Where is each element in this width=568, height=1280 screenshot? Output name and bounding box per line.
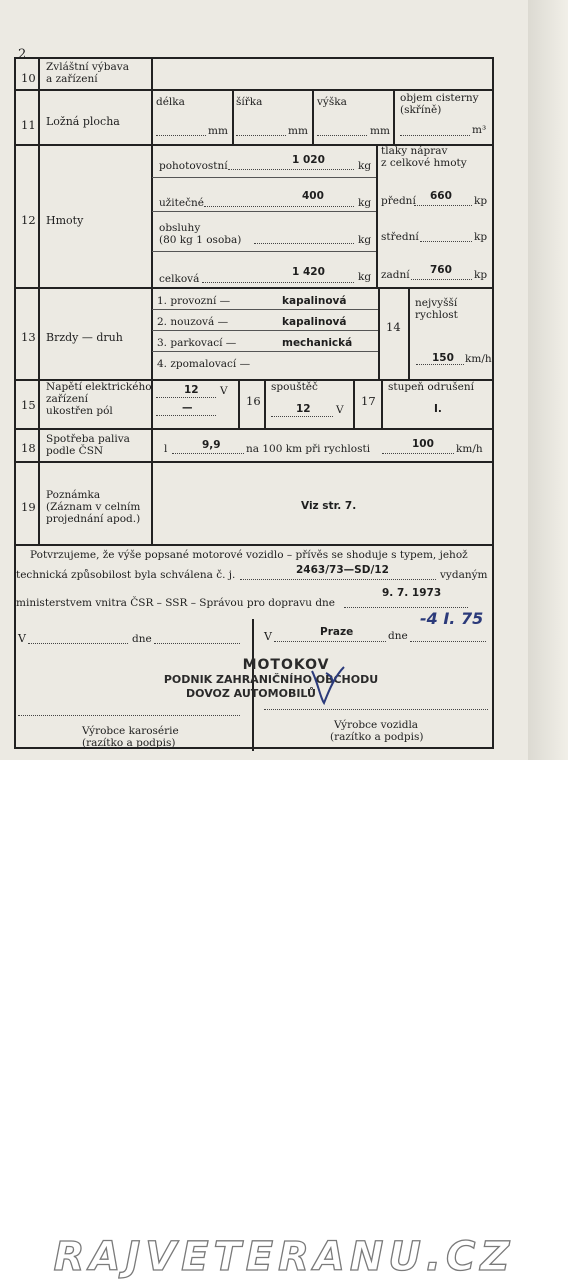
- row-19-label-2: (Záznam v celním: [46, 501, 141, 513]
- obsluhy-label-2: (80 kg 1 osoba): [159, 234, 242, 246]
- ground-pole-value: —: [182, 402, 193, 414]
- approval-number: 2463/73—SD/12: [296, 564, 389, 576]
- brake-2-label: 2. nouzová —: [157, 316, 229, 328]
- brake-1-label: 1. provozní —: [157, 295, 231, 307]
- predni-value: 660: [430, 190, 452, 202]
- right-caption: Výrobce vozidla: [334, 719, 419, 731]
- page-number: 2: [18, 47, 27, 62]
- brake-3-label: 3. parkovací —: [157, 337, 237, 349]
- fuel-consumption-text: na 100 km při rychlosti: [246, 443, 371, 455]
- place-left-label: V: [18, 632, 26, 645]
- stamp-line-2: PODNIK ZAHRANIČNÍHO OBCHODU: [163, 673, 379, 686]
- uzitecne-value: 400: [302, 190, 324, 202]
- row-16-number: 16: [246, 394, 261, 408]
- row-12-number: 12: [21, 213, 36, 227]
- row-10-number: 10: [21, 71, 36, 85]
- max-speed-unit: km/h: [465, 353, 492, 365]
- note-value: Viz str. 7.: [301, 500, 357, 512]
- voltage-unit: V: [220, 385, 228, 397]
- pohotovostni-label: pohotovostní: [159, 160, 228, 172]
- obsluhy-label: obsluhy: [159, 222, 201, 234]
- objem-label: objem cisterny: [400, 92, 479, 104]
- celkova-value: 1 420: [292, 266, 325, 278]
- row-19-label-3: projednání apod.): [46, 513, 141, 525]
- row-12-label: Hmoty: [46, 214, 84, 227]
- tlaky-label-2: z celkové hmoty: [381, 157, 467, 169]
- brake-1-value: kapalinová: [282, 295, 347, 307]
- interference-value: I.: [434, 403, 442, 415]
- stamp-line-1: MOTOKOV: [242, 657, 330, 673]
- row-18-number: 18: [21, 441, 36, 455]
- watermark: RAJVETERANU.CZ: [53, 1234, 515, 1280]
- row-11-label: Ložná plocha: [46, 115, 120, 128]
- uzitecne-label: užitečné: [159, 197, 204, 209]
- predni-label: přední: [381, 195, 416, 207]
- pohotovostni-unit: kg: [358, 160, 372, 172]
- uzitecne-unit: kg: [358, 197, 372, 209]
- zadni-unit: kp: [474, 269, 488, 281]
- delka-unit: mm: [208, 125, 228, 137]
- approval-date: 9. 7. 1973: [382, 587, 442, 599]
- left-caption: Výrobce karosérie: [82, 725, 179, 737]
- date-right-label: dne: [388, 630, 408, 642]
- brake-3-value: mechanická: [282, 337, 353, 349]
- handwritten-date: -4 I. 75: [420, 609, 484, 628]
- row-15-label-2: zařízení: [46, 393, 89, 405]
- zadni-label: zadní: [381, 269, 410, 281]
- left-caption-2: (razítko a podpis): [82, 737, 176, 749]
- max-speed-value: 150: [432, 352, 454, 364]
- brake-4-label: 4. zpomalovací —: [157, 358, 251, 370]
- interference-label: stupeň odrušení: [388, 381, 474, 393]
- celkova-unit: kg: [358, 271, 372, 283]
- pohotovostni-value: 1 020: [292, 154, 325, 166]
- row-19-number: 19: [21, 500, 36, 514]
- vyska-unit: mm: [370, 125, 390, 137]
- sirka-unit: mm: [288, 125, 308, 137]
- vyska-label: výška: [317, 96, 347, 108]
- obsluhy-unit: kg: [358, 234, 372, 246]
- tlaky-label: tlaky náprav: [381, 145, 448, 157]
- vehicle-spec-table: [14, 57, 494, 749]
- row-10-label-2: a zařízení: [46, 73, 98, 85]
- objem-unit: m³: [472, 124, 487, 136]
- stredni-unit: kp: [474, 231, 488, 243]
- objem-label-2: (skříně): [400, 104, 442, 116]
- row-19-label: Poznámka: [46, 489, 101, 501]
- row-10-label: Zvláštní výbava: [46, 61, 129, 73]
- stamp-line-3: DOVOZ AUTOMOBILŮ: [186, 687, 316, 700]
- row-14-number: 14: [386, 320, 401, 334]
- row-15-label: Napětí elektrického: [46, 381, 152, 393]
- fuel-speed-unit: km/h: [456, 443, 483, 455]
- delka-label: délka: [156, 96, 185, 108]
- confirmation-line-1: Potvrzujeme, že výše popsané motorové vozidlo – přívěs se shoduje s typem, jehož: [30, 549, 468, 561]
- celkova-label: celková: [159, 273, 200, 285]
- brake-2-value: kapalinová: [282, 316, 347, 328]
- place-value: Praze: [320, 626, 354, 638]
- row-15-label-3: ukostřen pól: [46, 405, 113, 417]
- zadni-value: 760: [430, 264, 452, 276]
- max-speed-label: nejvyšší: [415, 297, 458, 309]
- row-13-label: Brzdy — druh: [46, 331, 123, 344]
- predni-unit: kp: [474, 195, 488, 207]
- starter-label: spouštěč: [271, 381, 318, 393]
- fuel-consumption-value: 9,9: [202, 439, 221, 451]
- row-17-number: 17: [361, 394, 376, 408]
- row-13-number: 13: [21, 330, 36, 344]
- signature-scribble: [308, 663, 348, 707]
- fuel-prefix: l: [164, 443, 168, 455]
- row-18-label-2: podle ČSN: [46, 445, 104, 457]
- confirmation-line-2-end: vydaným: [440, 569, 488, 581]
- row-11-number: 11: [21, 118, 36, 132]
- voltage-value: 12: [184, 384, 199, 396]
- right-caption-2: (razítko a podpis): [330, 731, 424, 743]
- max-speed-label-2: rychlost: [415, 309, 458, 321]
- fuel-speed-value: 100: [412, 438, 434, 450]
- starter-value: 12: [296, 403, 311, 415]
- place-right-label: V: [264, 630, 272, 643]
- confirmation-line-2: technická způsobilost byla schválena č. j.: [16, 569, 236, 581]
- confirmation-line-3: ministerstvem vnitra ČSR – SSR – Správou pro dopravu dne: [16, 597, 336, 609]
- row-15-number: 15: [21, 398, 36, 412]
- sirka-label: šířka: [236, 96, 263, 108]
- row-18-label: Spotřeba paliva: [46, 433, 130, 445]
- stredni-label: střední: [381, 231, 419, 243]
- starter-unit: V: [336, 404, 344, 416]
- date-left-label: dne: [132, 633, 152, 645]
